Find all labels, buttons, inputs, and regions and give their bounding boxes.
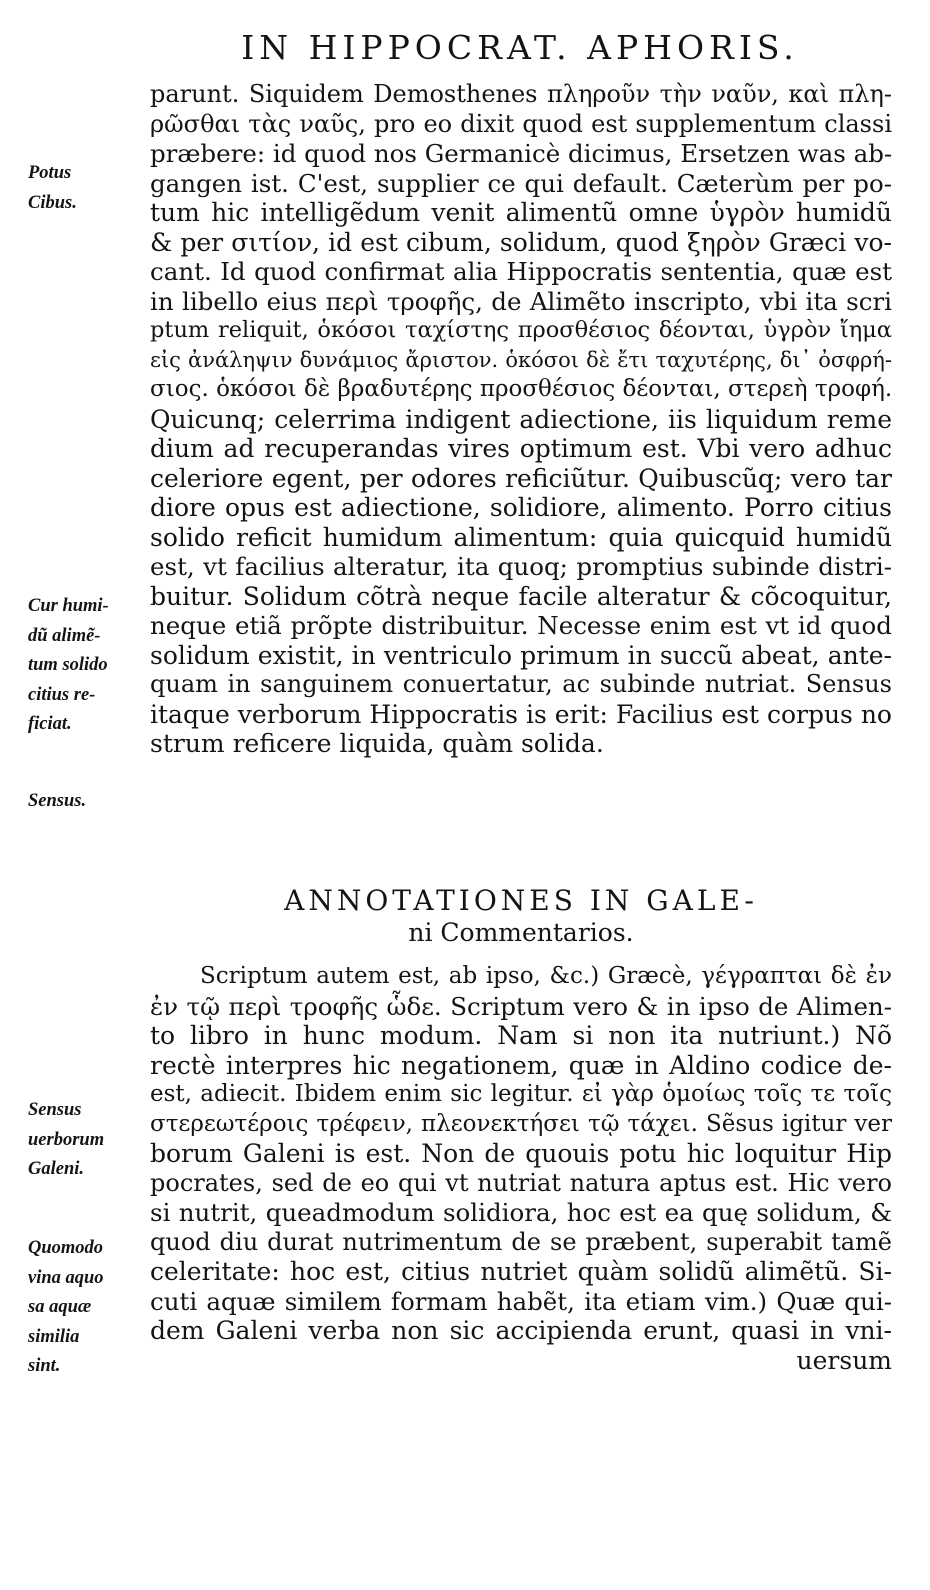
margin-note-line: dũ alimẽ-	[28, 625, 101, 646]
text-line: celeriore egent, per odores reficiũtur. Quibuscũq; vero tar	[150, 463, 892, 493]
margin-note-line: Cur humi-	[28, 596, 109, 616]
text-line: Quicunq; celerrima indigent adiectione, iis liquidum reme	[150, 404, 892, 434]
running-head: IN HIPPOCRAT. APHORIS.	[241, 28, 799, 67]
text-line: gangen ist. C'est, supplier ce qui default. Cæterùm per po-	[150, 168, 892, 198]
text-line: itaque verborum Hippocratis is erit: Facilius est corpus no	[150, 699, 892, 729]
text-line: Scriptum autem est, ab ipso, &c.) Græcè, γέγραπται δὲ ἐν	[200, 963, 892, 989]
margin-note-line: tum solido	[28, 655, 108, 675]
text-line: ρῶσθαι τὰς ναῦς, pro eo dixit quod est supplementum classi	[150, 109, 892, 138]
text-line: diore opus est adiectione, solidiore, alimento. Porro citius	[150, 493, 892, 522]
text-line: parunt. Siquidem Demosthenes πληροῦν τὴν ναῦν, καὶ πλη-	[150, 80, 892, 108]
margin-note-cibus: Cibus.	[28, 193, 77, 213]
text-line: cant. Id quod confirmat alia Hippocratis sententia, quæ est	[150, 257, 892, 286]
text-line: est, vt facilius alteratur, ita quoq; promptius subinde distri-	[150, 552, 892, 581]
text-line: dium ad recuperandas vires optimum est. Vbi vero adhuc	[150, 434, 892, 463]
text-line: ἐν τῷ περὶ τροφῆς ὧδε. Scriptum vero & in ipso de Alimen-	[150, 991, 892, 1021]
text-line: si nutrit, queadmodum solidiora, hoc est ea quę solidum, &	[150, 1198, 892, 1227]
margin-note-line: ficiat.	[28, 714, 72, 734]
text-line: in libello eius περὶ τροφῆς, de Alimẽto inscripto, vbi ita scri	[150, 286, 892, 316]
margin-note-line: vina aquo	[28, 1267, 104, 1288]
text-line: & per σιτίον, id est cibum, solidum, quod ξηρὸν Græci vo-	[150, 227, 892, 257]
text-line: solido reficit humidum alimentum: quia quicquid humidũ	[150, 522, 892, 552]
text-line: σιος. ὁκόσοι δὲ βραδυτέρης προσθέσιος δέονται, στερεὴ τροφή.	[150, 376, 893, 402]
text-line: dem Galeni verba non sic accipienda erunt, quasi in vni-	[150, 1316, 892, 1345]
text-line: to libro in hunc modum. Nam si non ita nutriunt.) Nõ	[150, 1021, 892, 1050]
text-line: celeritate: hoc est, citius nutriet quàm solidũ alimẽtũ. Si-	[150, 1257, 892, 1286]
margin-note-line: Galeni.	[28, 1159, 85, 1179]
annotations-text	[150, 962, 892, 1375]
text-line: buitur. Solidum cõtrà neque facile alteratur & cõcoquitur,	[150, 581, 892, 611]
margin-note-sensus-verborum	[28, 1096, 148, 1185]
main-text	[150, 80, 892, 759]
margin-note-line: sa aquæ	[28, 1297, 92, 1317]
text-line: ptum reliquit, ὁκόσοι ταχίστης προσθέσιος δέονται, ὑγρὸν ἴημα	[150, 317, 892, 343]
text-line: pocrates, sed de eo qui vt nutriat natura aptus est. Hic vero	[150, 1168, 892, 1197]
text-line: strum reficere liquida, quàm solida.	[150, 729, 604, 758]
margin-note-line: uerborum	[28, 1129, 105, 1150]
margin-note-line: Sensus	[28, 1100, 82, 1120]
annotations-heading-sub: ni Commentarios.	[408, 918, 634, 947]
text-line: solidum existit, in ventriculo primum in succũ abeat, ante-	[150, 640, 892, 670]
margin-note-cur-humidum	[28, 592, 148, 740]
text-line: quod diu durat nutrimentum de se præbent, superabit tamẽ	[150, 1227, 892, 1256]
text-line: rectè interpres hic negationem, quæ in Aldino codice de-	[150, 1050, 892, 1080]
catchword: uersum	[796, 1345, 892, 1375]
margin-note-line: sint.	[28, 1356, 61, 1376]
margin-note-quomodo	[28, 1234, 148, 1382]
text-line: quam in sanguinem conuertatur, ac subinde nutriat. Sensus	[150, 670, 892, 698]
margin-note-line: citius re-	[28, 684, 96, 705]
text-line: εἰς ἀνάληψιν δυνάμιος ἄριστον. ὁκόσοι δὲ ἔτι ταχυτέρης, δι᾽ ὀσφρή-	[150, 347, 892, 372]
text-line: præbere: id quod nos Germanicè dicimus, Ersetzen was ab-	[150, 139, 893, 168]
text-line: est, adiecit. Ibidem enim sic legitur. εἰ γὰρ ὁμοίως τοῖς τε τοῖς	[150, 1081, 892, 1107]
text-line: στερεωτέροις τρέφειν, πλεονεκτήσει τῷ τάχει. Sẽsus igitur ver	[150, 1110, 892, 1137]
annotations-heading: ANNOTATIONES IN GALE-	[284, 884, 758, 917]
margin-note-line: similia	[28, 1326, 80, 1347]
text-line: neque etiã prõpte distribuitur. Necesse enim est vt id quod	[150, 611, 892, 640]
margin-note-potus: Potus	[28, 163, 72, 183]
text-line: borum Galeni is est. Non de quouis potu hic loquitur Hip	[150, 1139, 892, 1168]
margin-note-line: Quomodo	[28, 1238, 104, 1258]
text-line: cuti aquæ similem formam habẽt, ita etiam vim.) Quæ qui-	[150, 1286, 892, 1316]
margin-note-sensus: Sensus.	[28, 791, 87, 811]
text-line: tum hic intelligẽdum venit alimentũ omne ὑγρὸν humidũ	[150, 198, 892, 227]
